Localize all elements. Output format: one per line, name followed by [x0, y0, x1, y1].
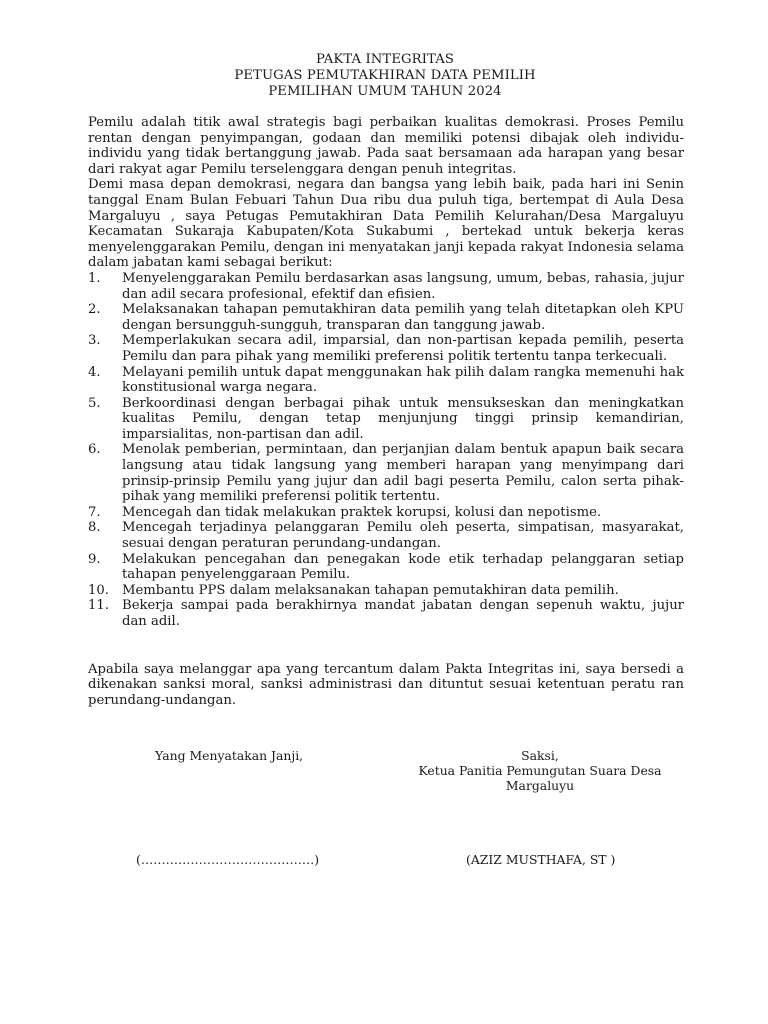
item-text: Melakukan pencegahan dan penegakan kode etik terhadap pelanggaran setiap tahapan penyelenggaraan Pemilu.: [122, 551, 684, 583]
list-item: [88, 365, 684, 396]
item-text: Membantu PPS dalam melaksanakan tahapan pemutakhiran data pemilih.: [122, 582, 619, 598]
witness-block: [398, 748, 682, 793]
item-number: 8.: [88, 520, 101, 536]
list-item: [88, 583, 684, 599]
item-text: Menyelenggarakan Pemilu berdasarkan asas langsung, umum, bebas, rahasia, jujur dan adil secara profesional, efektif dan efisien.: [122, 270, 684, 302]
item-number: 3.: [88, 333, 101, 349]
item-text: Menolak pemberian, permintaan, dan perjanjian dalam bentuk apapun baik secara langsung atau tidak langsung yang memberi harapan yang menyimpang dari prinsip-prinsip Pemilu yang jujur dan adil bagi peserta Pemilu, calon serta pihak-pihak yang memiliki preferensi politik tertentu.: [122, 442, 684, 505]
list-item: [88, 598, 684, 629]
list-item: [88, 520, 684, 551]
closing-paragraph: Apabila saya melanggar apa yang tercantum dalam Pakta Integritas ini, saya bersedi a dikenakan sanksi moral, sanksi administrasi dan dituntut sesuai ketentuan peratu ran perundang-undangan.: [88, 661, 684, 708]
item-text: Berkoordinasi dengan berbagai pihak untuk mensukseskan dan meningkatkan kualitas Pemilu, dengan tetap menjunjung tinggi prinsip kemandirian, imparsialitas, non-partisan dan adil.: [122, 395, 684, 442]
item-text: Bekerja sampai pada berakhirnya mandat jabatan dengan sepenuh waktu, jujur dan adil.: [122, 598, 684, 629]
item-number: 2.: [88, 302, 101, 318]
document-title: [86, 52, 684, 100]
title-line-2: PETUGAS PEMUTAKHIRAN DATA PEMILIH: [234, 68, 536, 83]
title-line-1: PAKTA INTEGRITAS: [316, 52, 454, 67]
item-text: Melayani pemilih untuk dapat menggunakan hak pilih dalam rangka memenuhi hak konstitusional warga negara.: [122, 364, 684, 396]
item-number: 5.: [88, 395, 101, 411]
item-number: 4.: [88, 364, 101, 380]
list-item: [88, 302, 684, 333]
witness-place: Margaluyu: [505, 778, 575, 793]
list-item: [88, 442, 684, 504]
item-number: 6.: [88, 442, 101, 458]
list-item: [88, 271, 684, 302]
list-item: [88, 505, 684, 521]
item-number: 7.: [88, 504, 101, 520]
item-text: Mencegah dan tidak melakukan praktek korupsi, kolusi dan nepotisme.: [122, 504, 602, 520]
item-text: Memperlakukan secara adil, imparsial, dan non-partisan kepada pemilih, peserta Pemilu dan para pihak yang memiliki preferensi politik tertentu tanpa terkecuali.: [122, 333, 684, 364]
witness-name: (AZIZ MUSTHAFA, ST ): [466, 852, 616, 867]
signer-heading: Yang Menyatakan Janji,: [155, 748, 304, 763]
item-text: Melaksanakan tahapan pemutakhiran data pemilih yang telah ditetapkan oleh KPU dengan bersungguh-sungguh, transparan dan tanggung jawab.: [122, 302, 684, 333]
intro-paragraph: Pemilu adalah titik awal strategis bagi perbaikan kualitas demokrasi. Proses Pemilu rentan dengan penyimpangan, godaan dan memiliki potensi dibajak oleh individu-individu yang tidak bertanggung jawab. Pada saat bersamaan ada harapan yang besar dari rakyat agar Pemilu terselenggara dengan penuh integritas.: [88, 115, 684, 177]
title-line-3: PEMILIHAN UMUM TAHUN 2024: [268, 84, 502, 99]
list-item: [88, 396, 684, 443]
item-number: 11.: [88, 598, 109, 614]
item-number: 1.: [88, 270, 101, 286]
declaration-paragraph: Demi masa depan demokrasi, negara dan bangsa yang lebih baik, pada hari ini Senin tanggal Enam Bulan Febuari Tahun Dua ribu dua puluh tiga, bertempat di Aula Desa Margaluyu , saya Petugas Pemutakhiran Data Pemilih Kelurahan/Desa Margaluyu Kecamatan Sukaraja Kabupaten/Kota Sukabumi , bertekad untuk bekerja keras menyelenggarakan Pemilu, dengan ini menyatakan janji kepada rakyat Indonesia selama dalam jabatan kami sebagai berikut:: [88, 177, 684, 271]
witness-role: Ketua Panitia Pemungutan Suara Desa: [418, 763, 662, 778]
signature-section: [0, 748, 768, 878]
item-text: Mencegah terjadinya pelanggaran Pemilu oleh peserta, simpatisan, masyarakat, sesuai dengan peraturan perundang-undangan.: [122, 520, 684, 552]
list-item: [88, 552, 684, 583]
item-number: 9.: [88, 551, 101, 567]
signer-name-placeholder: (……………………………………): [136, 852, 320, 867]
item-number: 10.: [88, 582, 109, 598]
witness-heading: Saksi,: [521, 748, 559, 763]
document-page: [88, 52, 684, 708]
list-item: [88, 333, 684, 364]
commitment-list: [88, 271, 684, 630]
